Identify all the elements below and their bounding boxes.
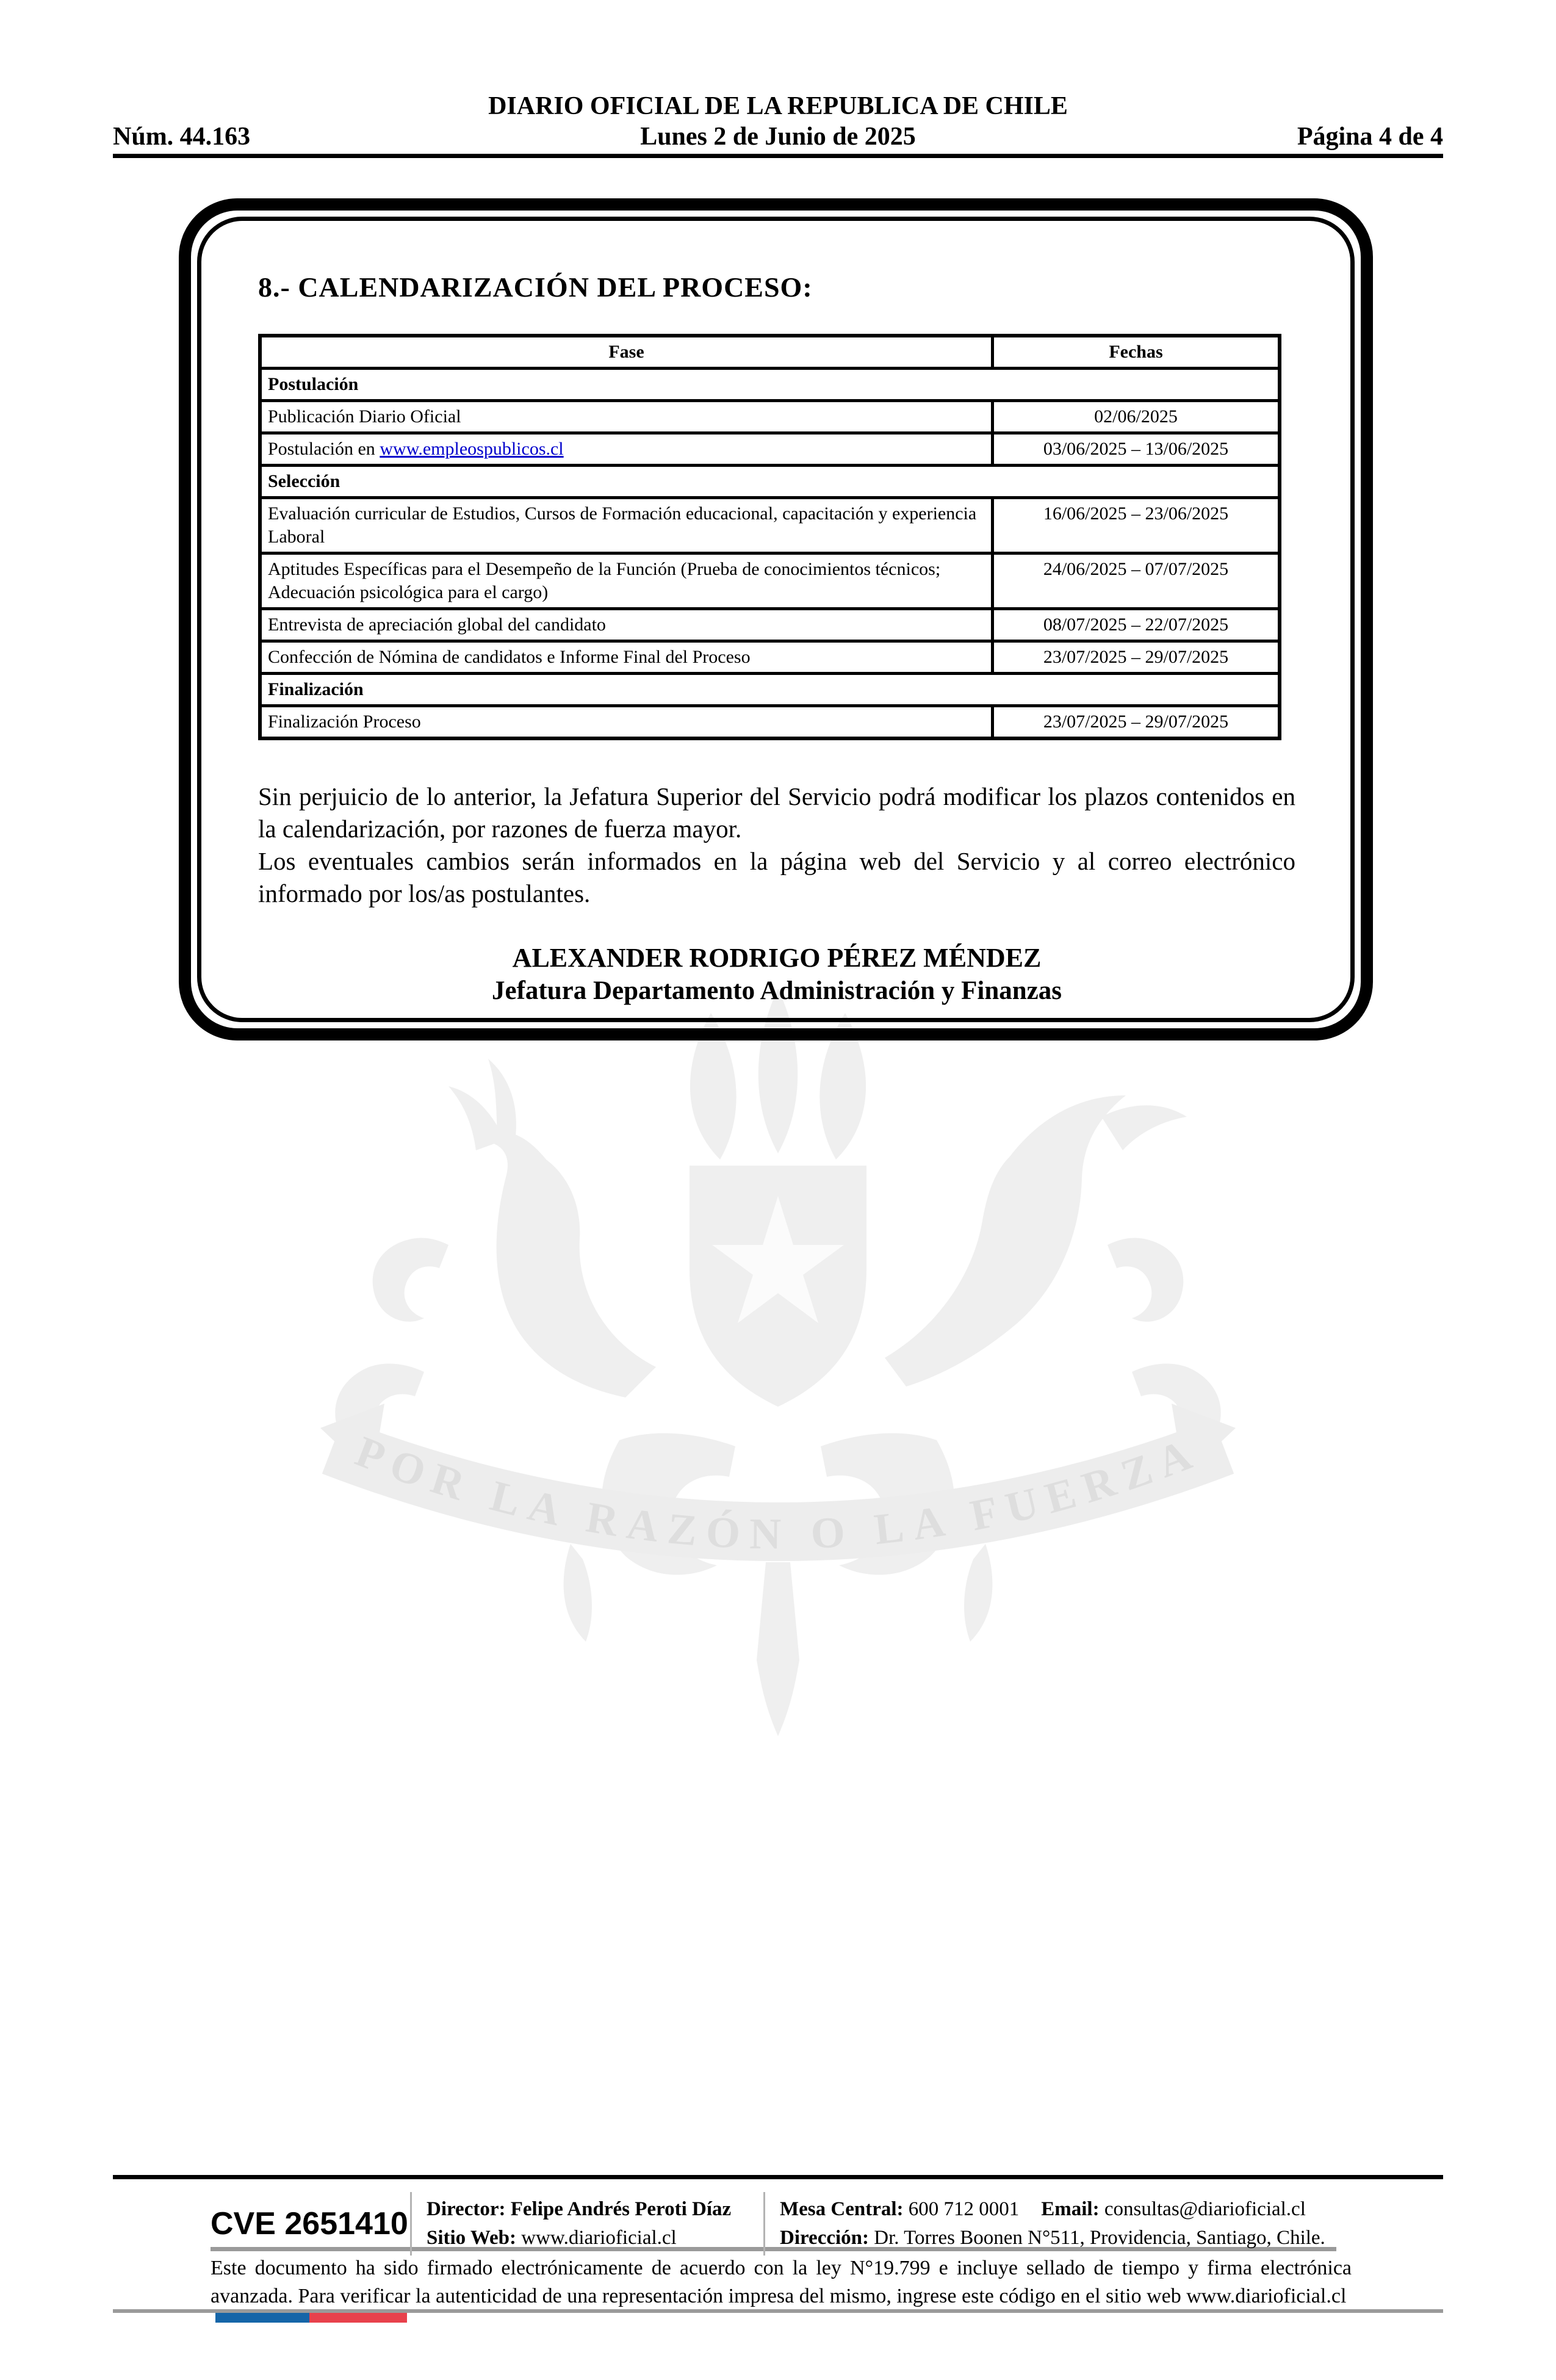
issue-number: Núm. 44.163 [113,123,251,151]
address-label: Dirección: [780,2227,870,2249]
table-row [260,641,1280,674]
notice-box-inner-border [197,217,1355,1022]
table-section-row [260,369,1280,401]
notice-content [201,221,1350,1018]
header-rule [113,154,1443,158]
watermark-motto: POR LA RAZÓN O LA FUERZA [349,1426,1207,1559]
footer-top-rule [113,2175,1443,2179]
column-header-fechas: Fechas [993,336,1280,369]
table-row [260,554,1280,609]
fase-cell: Confección de Nómina de candidatos e Informe Final del Proceso [260,641,993,674]
footer-director-column [412,2195,763,2252]
table-header-row [260,336,1280,369]
signature-title: Jefatura Departamento Administración y Finanzas [492,976,1062,1005]
fechas-cell: 08/07/2025 – 22/07/2025 [993,609,1280,641]
mesa-value: 600 712 0001 [908,2198,1020,2220]
table-row [260,609,1280,641]
website-label: Sitio Web: [427,2227,517,2249]
section-label: Selección [260,466,1280,498]
flag-blue-segment [215,2313,309,2323]
address-value: Dr. Torres Boonen N°511, Providencia, Santiago, Chile. [874,2227,1325,2249]
notice-box [179,198,1373,1040]
table-row [260,401,1280,433]
section-title: 8.- CALENDARIZACIÓN DEL PROCESO: [258,272,813,303]
section-label: Postulación [260,369,1280,401]
cve-code: CVE 2651410 [211,2206,408,2241]
column-header-fase: Fase [260,336,993,369]
table-row [260,706,1280,739]
table-section-row [260,674,1280,706]
schedule-table [258,334,1281,740]
fase-cell: Evaluación curricular de Estudios, Cursos de Formación educacional, capacitación y experiencia Laboral [260,498,993,554]
table-row [260,433,1280,466]
fechas-cell: 02/06/2025 [993,401,1280,433]
footer-cve-row [211,2192,1352,2256]
fechas-cell: 16/06/2025 – 23/06/2025 [993,498,1280,554]
fase-cell: Aptitudes Específicas para el Desempeño de la Función (Prueba de conocimientos técnicos; Adecuación psicológica para el cargo) [260,554,993,609]
flag-red-segment [309,2313,407,2323]
section-label: Finalización [260,674,1280,706]
paragraph-cambios: Los eventuales cambios serán informados en la página web del Servicio y al correo electrónico informado por los/as postulantes. [258,847,1295,907]
page-indicator: Página 4 de 4 [1297,123,1443,151]
body-paragraphs [258,781,1295,910]
signature-block [258,942,1295,1008]
signature-name: ALEXANDER RODRIGO PÉREZ MÉNDEZ [512,943,1042,973]
director-line [427,2195,763,2224]
fase-cell: Entrevista de apreciación global del candidato [260,609,993,641]
director-name: Felipe Andrés Peroti Díaz [510,2198,732,2220]
fase-cell: Postulación en www.empleospublicos.cl [260,433,993,466]
paragraph-plazos: Sin perjuicio de lo anterior, la Jefatura Superior del Servicio podrá modificar los plazos contenidos en la calendarización, por razones de fuerza mayor. [258,782,1295,843]
svg-text:POR LA RAZÓN O LA FUERZA [349,1427,1206,1559]
issue-date: Lunes 2 de Junio de 2025 [640,123,916,151]
empleospublicos-link[interactable]: www.empleospublicos.cl [380,439,564,459]
table-row [260,498,1280,554]
mesa-email-line [780,2195,1352,2224]
address-line [780,2224,1352,2252]
director-label: Director: [427,2198,506,2220]
fechas-cell: 23/07/2025 – 29/07/2025 [993,641,1280,674]
email-label: Email: [1041,2198,1100,2220]
fase-cell: Publicación Diario Oficial [260,401,993,433]
fechas-cell: 24/06/2025 – 07/07/2025 [993,554,1280,609]
chile-flag-bar [215,2313,407,2323]
email-value: consultas@diarioficial.cl [1104,2198,1306,2220]
website-line [427,2224,763,2252]
schedule-table-body [260,369,1280,739]
fechas-cell: 03/06/2025 – 13/06/2025 [993,433,1280,466]
header-row [113,122,1443,154]
table-section-row [260,466,1280,498]
legal-text: Este documento ha sido firmado electrónicamente de acuerdo con la ley N°19.799 e incluye sellado de tiempo y firma electrónica avanzada. Para verificar la autenticidad de una representación impresa del mismo, ingrese este código en el sitio web www.diarioficial.cl [211,2257,1352,2307]
website-value: www.diarioficial.cl [521,2227,677,2249]
fase-cell: Finalización Proceso [260,706,993,739]
footer-contact-column [765,2195,1352,2252]
fechas-cell: 23/07/2025 – 29/07/2025 [993,706,1280,739]
paper-title: DIARIO OFICIAL DE LA REPUBLICA DE CHILE [488,92,1068,120]
mesa-label: Mesa Central: [780,2198,904,2220]
coat-of-arms-watermark [229,976,1327,1745]
